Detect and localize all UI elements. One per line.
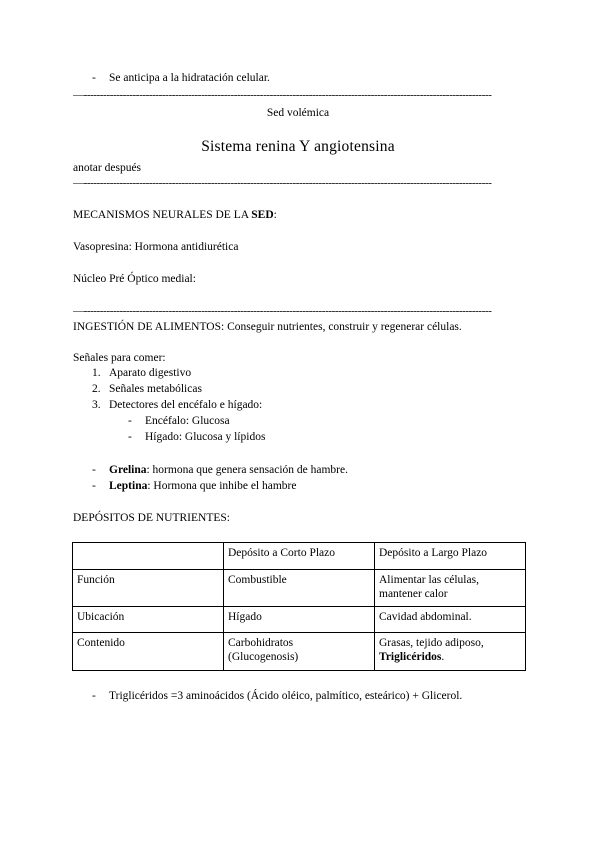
list-number: 1. <box>92 367 101 379</box>
table-cell: Combustible <box>224 570 375 607</box>
top-bullet-text: Se anticipa a la hidratación celular. <box>109 72 270 84</box>
table-row <box>73 633 526 671</box>
sed-volemica: Sed volémica <box>266 107 330 119</box>
ingestion-heading: INGESTIÓN DE ALIMENTOS: Conseguir nutrientes, construir y regenerar células. <box>73 321 462 333</box>
dashed-rule: —----------------------------------------------------------------------------------------------------------------------------- <box>73 305 492 317</box>
sub-bullet-item: Encéfalo: Glucosa <box>145 415 230 427</box>
table-cell: Función <box>73 570 224 607</box>
final-bullet-text: Triglicéridos =3 aminoácidos (Ácido oléico, palmítico, esteárico) + Glicerol. <box>109 690 463 702</box>
list-number: 2. <box>92 383 101 395</box>
dashed-rule: —----------------------------------------------------------------------------------------------------------------------------- <box>73 89 492 101</box>
bullet-dash: - <box>92 690 96 702</box>
table-row <box>73 607 526 633</box>
depositos-heading: DEPÓSITOS DE NUTRIENTES: <box>73 512 230 524</box>
bullet-dash: - <box>92 72 96 84</box>
dashed-rule: —----------------------------------------------------------------------------------------------------------------------------- <box>73 177 492 189</box>
bullet-dash: - <box>92 480 96 492</box>
senales-title: Señales para comer: <box>73 352 166 364</box>
sub-bullet-item: Hígado: Glucosa y lípidos <box>145 431 266 443</box>
list-number: 3. <box>92 399 101 411</box>
table-cell: Carbohidratos (Glucogenosis) <box>224 633 375 671</box>
nucleo-text: Núcleo Pré Óptico medial: <box>73 273 196 285</box>
bullet-dash: - <box>128 415 132 427</box>
table-cell: Grasas, tejido adiposo, Triglicéridos. <box>375 633 526 671</box>
table-row <box>73 543 526 570</box>
table-cell: Depósito a Largo Plazo <box>375 543 526 570</box>
list-item: Detectores del encéfalo e hígado: <box>109 399 263 411</box>
hormone-grelina: Grelina: hormona que genera sensación de hambre. <box>109 464 348 476</box>
table-cell: Alimentar las células, mantener calor <box>375 570 526 607</box>
table-row <box>73 570 526 607</box>
list-item: Señales metabólicas <box>109 383 202 395</box>
table-cell: Contenido <box>73 633 224 671</box>
table-cell <box>73 543 224 570</box>
table-cell: Hígado <box>224 607 375 633</box>
bullet-dash: - <box>92 464 96 476</box>
vasopresina-text: Vasopresina: Hormona antidiurética <box>73 241 239 253</box>
nutrient-deposits-table <box>72 542 526 671</box>
table-cell: Cavidad abdominal. <box>375 607 526 633</box>
big-title: Sistema renina Y angiotensina <box>201 138 395 155</box>
bullet-dash: - <box>128 431 132 443</box>
hormone-leptina: Leptina: Hormona que inhibe el hambre <box>109 480 297 492</box>
table-cell: Ubicación <box>73 607 224 633</box>
list-item: Aparato digestivo <box>109 367 192 379</box>
table-cell: Depósito a Corto Plazo <box>224 543 375 570</box>
mecanismos-heading: MECANISMOS NEURALES DE LA SED: <box>73 209 277 221</box>
anotar-text: anotar después <box>73 162 142 174</box>
